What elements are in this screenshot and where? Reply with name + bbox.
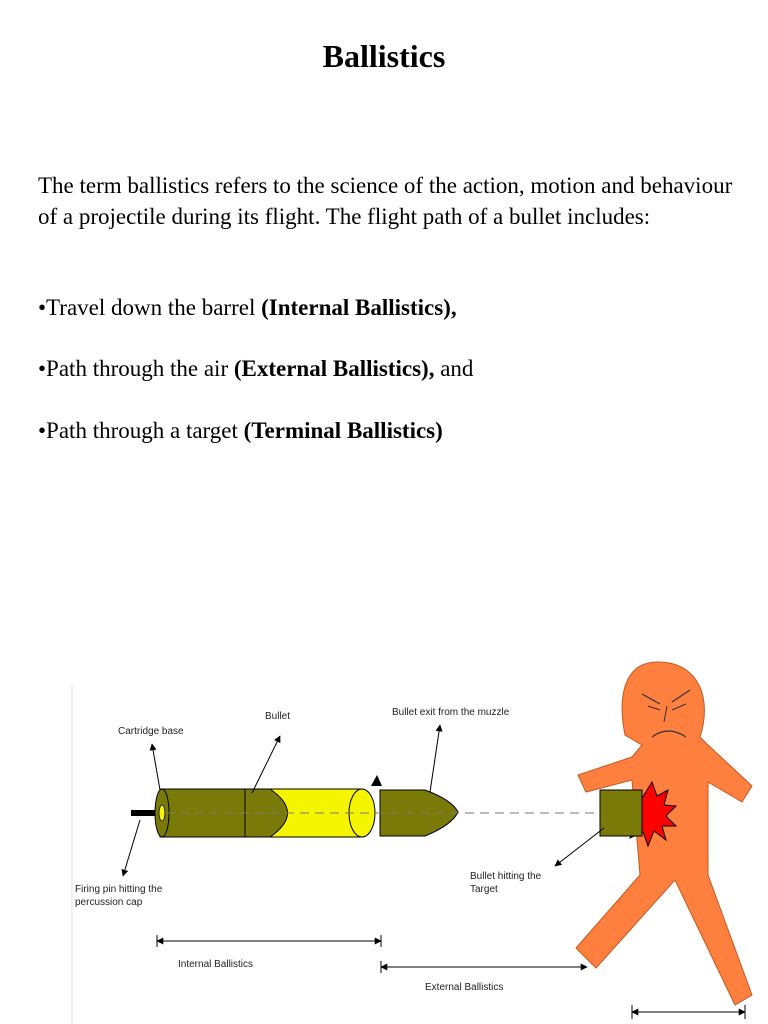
ballistics-diagram: [0, 650, 768, 1024]
page-title: Ballistics: [322, 38, 446, 74]
percussion-cap: [159, 805, 165, 821]
arrow-bullet: [252, 736, 280, 793]
bullet-text: •Travel down the barrel: [38, 295, 262, 320]
label-external-ballistics: External Ballistics: [425, 982, 504, 993]
bullet-suffix: and: [434, 356, 474, 381]
label-bullet-exit: Bullet exit from the muzzle: [392, 707, 510, 718]
bullet-bold: (Terminal Ballistics): [243, 418, 443, 443]
bullet-in-target: [600, 790, 642, 836]
arrow-cartridge-base: [152, 744, 160, 790]
front-sight: [371, 775, 382, 786]
arrow-bullet-hitting: [555, 828, 604, 866]
bullet-bold: (Internal Ballistics),: [261, 295, 457, 320]
bullet-text: •Path through the air: [38, 356, 234, 381]
label-bullet-hitting-line2: Target: [470, 884, 498, 895]
label-firing-pin-line2: percussion cap: [75, 897, 143, 908]
label-firing-pin-line1: Firing pin hitting the: [75, 884, 163, 895]
arrow-firing-pin: [123, 820, 140, 876]
bullet-internal-ballistics: [38, 295, 457, 321]
bullet-text: •Path through a target: [38, 418, 244, 443]
label-bullet: Bullet: [265, 711, 291, 722]
bullet-external-ballistics: [38, 356, 473, 382]
bullet-bold: (External Ballistics),: [233, 356, 435, 381]
label-internal-ballistics: Internal Ballistics: [178, 959, 254, 970]
label-bullet-hitting-line1: Bullet hitting the: [470, 871, 542, 882]
arrow-bullet-exit: [430, 725, 440, 792]
label-cartridge-base: Cartridge base: [118, 726, 184, 737]
intro-paragraph: The term ballistics refers to the science of the action, motion and behaviour of a projectile during its flight. The flight path of a bullet includes:: [38, 173, 733, 229]
bullet-terminal-ballistics: [38, 418, 443, 444]
